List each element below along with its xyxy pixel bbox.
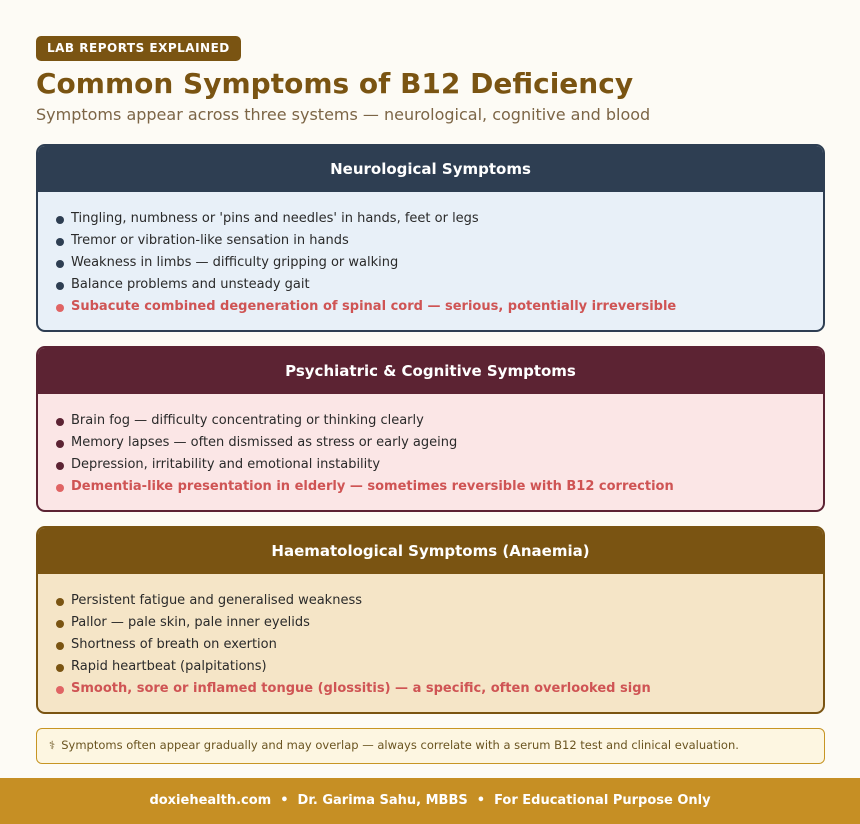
list-item: Persistent fatigue and generalised weakness — [54, 590, 823, 612]
warning-list-item: Smooth, sore or inflamed tongue (glossitis) — a specific, often overlooked sign — [54, 678, 823, 700]
list-item: Balance problems and unsteady gait — [54, 274, 823, 296]
card-title: Psychiatric & Cognitive Symptoms — [38, 348, 823, 394]
medical-icon: ⚕ — [49, 738, 56, 752]
list-item: Brain fog — difficulty concentrating or thinking clearly — [54, 410, 823, 432]
bullet-icon — [56, 686, 64, 694]
page-title: Common Symptoms of B12 Deficiency — [36, 67, 634, 100]
bullet-icon — [56, 598, 64, 606]
bullet-icon — [56, 620, 64, 628]
bullet-icon — [56, 484, 64, 492]
footer-site-link[interactable]: doxiehealth.com — [149, 793, 272, 808]
bullet-icon — [56, 282, 64, 290]
list-item: Rapid heartbeat (palpitations) — [54, 656, 823, 678]
separator-dot: • — [280, 793, 289, 808]
bullet-icon — [56, 664, 64, 672]
list-item: Depression, irritability and emotional instability — [54, 454, 823, 476]
list-item: Pallor — pale skin, pale inner eyelids — [54, 612, 823, 634]
separator-dot: • — [476, 793, 486, 808]
bullet-icon — [56, 642, 64, 650]
bullet-icon — [56, 462, 64, 470]
bullet-icon — [56, 304, 64, 312]
page-subtitle: Symptoms appear across three systems — neurological, cognitive and blood — [36, 105, 651, 124]
bullet-icon — [56, 260, 64, 268]
note-text: Symptoms often appear gradually and may overlap — always correlate with a serum B12 test and clinical evaluation. — [61, 738, 739, 752]
list-item: Tremor or vibration-like sensation in hands — [54, 230, 823, 252]
clinical-note — [36, 728, 825, 764]
list-item: Memory lapses — often dismissed as stress or early ageing — [54, 432, 823, 454]
footer-bar — [0, 778, 860, 824]
symptom-list — [38, 394, 823, 498]
warning-list-item: Subacute combined degeneration of spinal cord — serious, potentially irreversible — [54, 296, 823, 318]
category-tag: LAB REPORTS EXPLAINED — [36, 36, 241, 61]
symptom-list — [38, 192, 823, 318]
footer-disclaimer: For Educational Purpose Only — [494, 793, 711, 808]
card-title: Neurological Symptoms — [38, 146, 823, 192]
warning-list-item: Dementia-like presentation in elderly — sometimes reversible with B12 correction — [54, 476, 823, 498]
bullet-icon — [56, 238, 64, 246]
symptom-list — [38, 574, 823, 700]
bullet-icon — [56, 216, 64, 224]
footer-author: Dr. Garima Sahu, MBBS — [297, 793, 468, 808]
haematological-symptoms-card — [36, 526, 825, 714]
psychiatric-cognitive-symptoms-card — [36, 346, 825, 512]
bullet-icon — [56, 440, 64, 448]
list-item: Shortness of breath on exertion — [54, 634, 823, 656]
neurological-symptoms-card — [36, 144, 825, 332]
list-item: Tingling, numbness or 'pins and needles' in hands, feet or legs — [54, 208, 823, 230]
bullet-icon — [56, 418, 64, 426]
list-item: Weakness in limbs — difficulty gripping or walking — [54, 252, 823, 274]
card-title: Haematological Symptoms (Anaemia) — [38, 528, 823, 574]
